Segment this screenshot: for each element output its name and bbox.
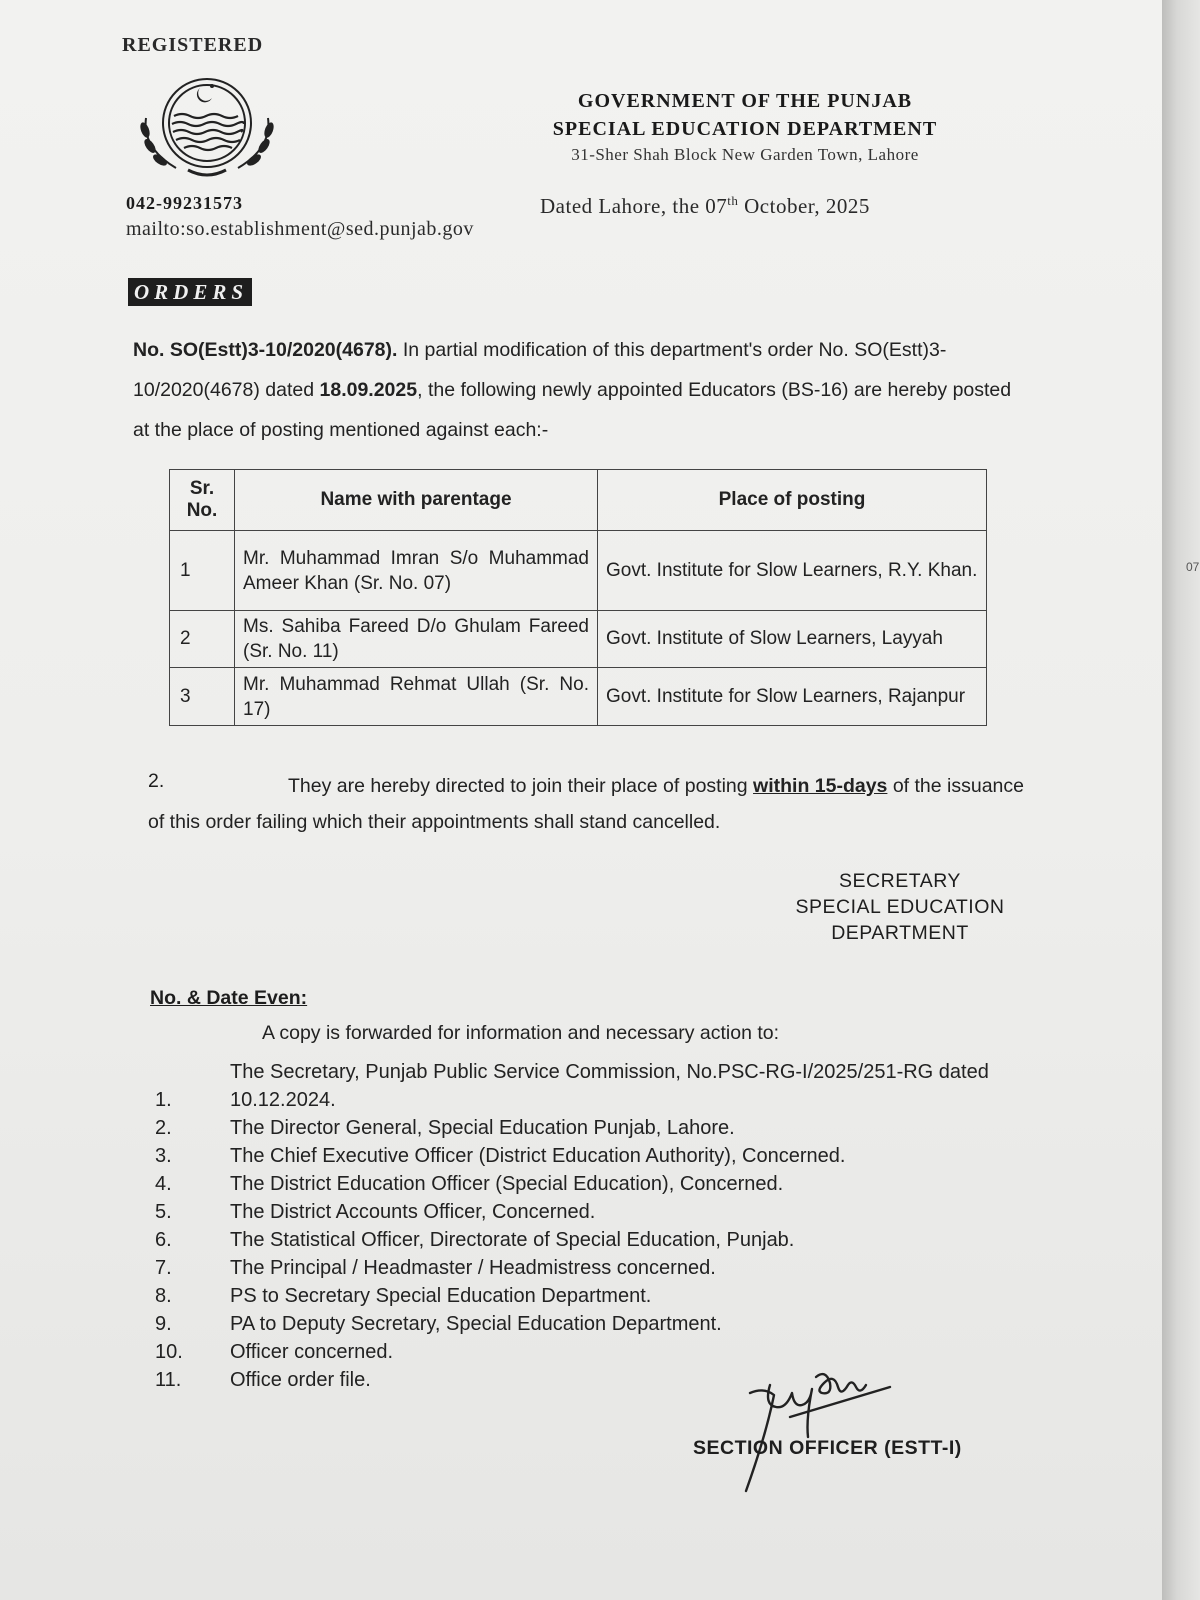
para2-number: 2. xyxy=(148,770,165,792)
list-item-number: 9. xyxy=(155,1313,172,1335)
table-header-row xyxy=(170,470,987,531)
para2-text xyxy=(148,768,1028,840)
row-sr: 2 xyxy=(170,611,235,668)
row-place: Govt. Institute for Slow Learners, Rajanpur xyxy=(598,668,987,726)
table-row xyxy=(170,611,987,668)
section-officer-title: SECTION OFFICER (ESTT-I) xyxy=(693,1437,962,1459)
edge-mark: 07 xyxy=(1186,560,1200,574)
no-date-even: No. & Date Even: xyxy=(150,987,308,1009)
row-place: Govt. Institute of Slow Learners, Layyah xyxy=(598,611,987,668)
list-item-number: 6. xyxy=(155,1229,172,1251)
header-sr: Sr. No. xyxy=(170,470,235,531)
dated-sup: th xyxy=(727,193,739,208)
posting-table xyxy=(169,469,987,726)
list-item xyxy=(155,1282,1035,1310)
table-row xyxy=(170,668,987,726)
order-paragraph xyxy=(133,330,1013,450)
row-place: Govt. Institute for Slow Learners, R.Y. Khan. xyxy=(598,531,987,611)
header-place: Place of posting xyxy=(598,470,987,531)
list-item xyxy=(155,1198,1035,1226)
distribution-list xyxy=(155,1058,1035,1394)
list-item-text: The Chief Executive Officer (District Education Authority), Concerned. xyxy=(230,1145,846,1167)
secretary-line-2: SPECIAL EDUCATION xyxy=(795,896,1005,918)
list-item-text: The District Accounts Officer, Concerned. xyxy=(230,1201,596,1223)
list-item xyxy=(155,1254,1035,1282)
row-name: Mr. Muhammad Rehmat Ullah (Sr. No. 17) xyxy=(235,668,598,726)
department-address: 31-Sher Shah Block New Garden Town, Lahore xyxy=(571,145,919,164)
handwritten-signature-icon xyxy=(730,1355,900,1495)
header-name: Name with parentage xyxy=(235,470,598,531)
list-item-text: The Director General, Special Education Punjab, Lahore. xyxy=(230,1117,735,1139)
dated-line xyxy=(540,193,870,219)
list-item xyxy=(155,1114,1035,1142)
row-sr: 3 xyxy=(170,668,235,726)
table-row xyxy=(170,531,987,611)
punjab-emblem-icon xyxy=(136,78,278,183)
orders-label: ORDERS xyxy=(128,278,252,306)
order-number: No. SO(Estt)3-10/2020(4678). xyxy=(133,339,398,361)
list-item xyxy=(155,1366,1035,1394)
dated-prefix: Dated Lahore, the 07 xyxy=(540,194,728,218)
list-item xyxy=(155,1226,1035,1254)
list-item-text: The Statistical Officer, Directorate of Special Education, Punjab. xyxy=(230,1229,795,1251)
list-item-number: 8. xyxy=(155,1285,172,1307)
row-name: Ms. Sahiba Fareed D/o Ghulam Fareed (Sr. No. 11) xyxy=(235,611,598,668)
secretary-line-1: SECRETARY xyxy=(839,870,961,892)
copy-forwarded-line: A copy is forwarded for information and necessary action to: xyxy=(262,1022,780,1044)
order-text-a: In partial modification of this department's order No. SO(Estt)3-10/2020(4678) dated xyxy=(133,339,947,401)
para2-text-a: They are hereby directed to join their place of posting xyxy=(288,775,754,797)
list-item-text: The District Education Officer (Special Education), Concerned. xyxy=(230,1173,784,1195)
para2-deadline: within 15-days xyxy=(753,775,888,797)
dated-suffix: October, 2025 xyxy=(738,194,870,218)
list-item-number: 4. xyxy=(155,1173,172,1195)
phone-number: 042-99231573 xyxy=(126,193,243,213)
list-item xyxy=(155,1058,1035,1114)
row-sr: 1 xyxy=(170,531,235,611)
government-heading: GOVERNMENT OF THE PUNJAB xyxy=(577,90,913,112)
list-item xyxy=(155,1170,1035,1198)
list-item xyxy=(155,1338,1035,1366)
list-item-number: 1. xyxy=(155,1089,172,1111)
list-item-text: The Principal / Headmaster / Headmistress concerned. xyxy=(230,1257,716,1279)
registered-label: REGISTERED xyxy=(122,34,264,56)
list-item-number: 7. xyxy=(155,1257,172,1279)
para2-text-b: of the issuance of this order failing which their appointments shall stand cancelled. xyxy=(148,775,1024,833)
list-item-number: 3. xyxy=(155,1145,172,1167)
list-item-text: Office order file. xyxy=(230,1369,371,1391)
page-edge-shadow xyxy=(1162,0,1200,1600)
secretary-signature-block xyxy=(770,868,1030,946)
list-item-text: The Secretary, Punjab Public Service Commission, No.PSC-RG-I/2025/251-RG dated 10.12.2024. xyxy=(230,1061,989,1111)
secretary-line-3: DEPARTMENT xyxy=(831,922,969,944)
list-item xyxy=(155,1310,1035,1338)
row-name: Mr. Muhammad Imran S/o Muhammad Ameer Khan (Sr. No. 07) xyxy=(235,531,598,611)
email-address: mailto:so.establishment@sed.punjab.gov xyxy=(126,218,474,240)
department-heading: SPECIAL EDUCATION DEPARTMENT xyxy=(552,118,938,140)
list-item-number: 5. xyxy=(155,1201,172,1223)
list-item-text: PA to Deputy Secretary, Special Education Department. xyxy=(230,1313,722,1335)
list-item-number: 2. xyxy=(155,1117,172,1139)
list-item xyxy=(155,1142,1035,1170)
list-item-number: 11. xyxy=(155,1369,182,1391)
order-date: 18.09.2025 xyxy=(319,379,418,401)
list-item-number: 10. xyxy=(155,1341,183,1363)
list-item-text: PS to Secretary Special Education Department. xyxy=(230,1285,652,1307)
list-item-text: Officer concerned. xyxy=(230,1341,394,1363)
order-text-b: , the following newly appointed Educators (BS-16) are hereby posted at the place of posting mentioned against each:- xyxy=(133,379,1012,441)
